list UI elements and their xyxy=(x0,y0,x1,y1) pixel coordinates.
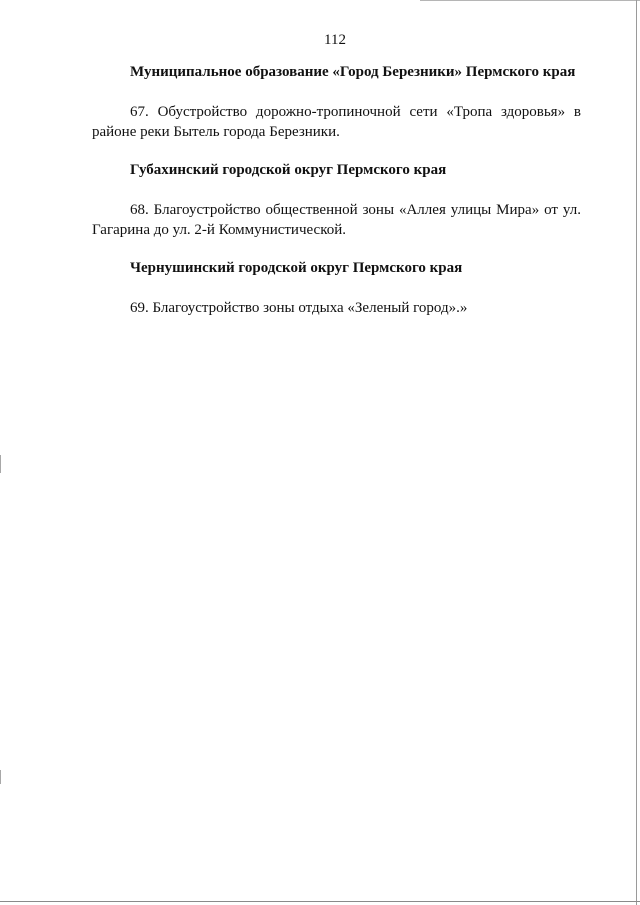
list-item-68: 68. Благоустройство общественной зоны «Аллея улицы Мира» от ул. Гагарина до ул. 2-й Коммунистической. xyxy=(92,202,581,238)
scan-edge-bottom xyxy=(0,901,640,902)
list-item-69: 69. Благоустройство зоны отдыха «Зеленый город».» xyxy=(130,300,468,316)
scan-mark-left xyxy=(0,770,1,784)
section-heading-gubakha: Губахинский городской округ Пермского края xyxy=(130,162,447,178)
scan-mark-left xyxy=(0,455,1,473)
scan-edge-right xyxy=(636,0,637,905)
section-heading-chernushka: Чернушинский городской округ Пермского края xyxy=(130,260,463,276)
document-body xyxy=(92,62,581,318)
section-heading-berezniki: Муниципальное образование «Город Березники» Пермского края xyxy=(130,64,576,80)
page-number: 112 xyxy=(324,32,346,48)
list-item-67: 67. Обустройство дорожно-тропиночной сети «Тропа здоровья» в районе реки Бытель города Березники. xyxy=(92,104,581,140)
scan-edge-top xyxy=(420,0,640,1)
